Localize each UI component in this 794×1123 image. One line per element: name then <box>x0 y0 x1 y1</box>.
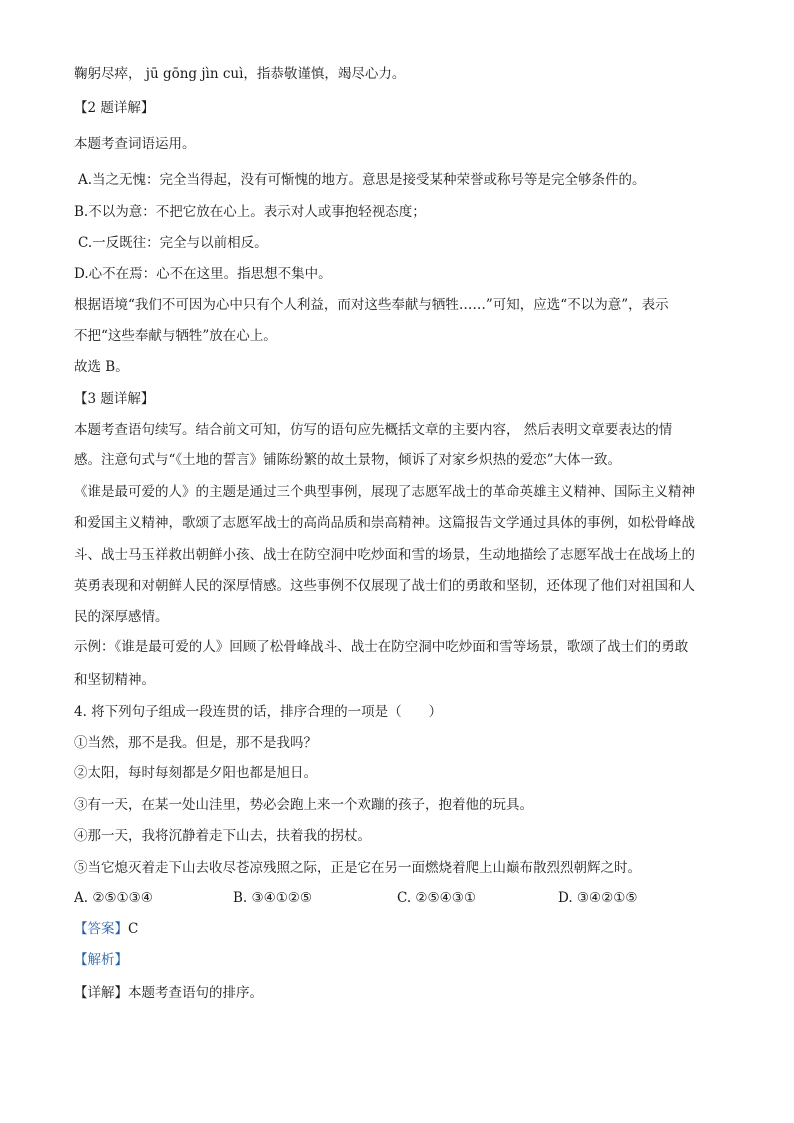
section-heading: 【2 题详解】 <box>74 100 155 116</box>
sentence-item: ①当然，那不是我。但是，那不是我吗？ <box>74 735 317 751</box>
option-d: D. ③④②①⑤ <box>558 890 638 906</box>
sentence-item: ③有一天，在某一处山洼里，势必会跑上来一个欢蹦的孩子，抱着他的玩具。 <box>74 797 533 813</box>
detail-text: 本题考查语句的排序。 <box>128 985 263 1001</box>
text-line: 本题考查语句续写。结合前文可知，仿写的语句应先概括文章的主要内容， 然后表明文章要表达的情 <box>74 422 673 438</box>
question-stem: 4. 将下列句子组成一段连贯的话，排序合理的一项是（ ） <box>74 704 443 720</box>
option-b: B. ③④①②⑤ <box>233 890 313 906</box>
option-c: C. ②⑤④③① <box>397 890 476 906</box>
text-line: 本题考查词语运用。 <box>74 136 196 152</box>
text-line: 民的深厚感情。 <box>74 609 169 625</box>
text-line: 斗、战士马玉祥救出朝鲜小孩、战士在防空洞中吃炒面和雪的场景，生动地描绘了志愿军战士在战场上的 <box>74 547 695 563</box>
answer-line <box>74 919 724 939</box>
text-line: 《谁是最可爱的人》的主题是通过三个典型事例，展现了志愿军战士的革命英雄主义精神、国际主义精神 <box>74 484 695 500</box>
section-heading: 【3 题详解】 <box>74 391 155 407</box>
text-line: 和坚韧精神。 <box>74 672 155 688</box>
detail-line <box>74 983 724 1003</box>
option-explanation: A.当之无愧：完全当得起，没有可惭愧的地方。意思是接受某种荣誉或称号等是完全够条件的。 <box>78 172 646 188</box>
text-line: 根据语境“我们不可因为心中只有个人利益，而对这些奉献与牺牲……”可知，应选“不以为意”，表示 <box>74 297 669 313</box>
text-line: 鞠躬尽瘁， jū gōng jìn cuì，指恭敬谨慎，竭尽心力。 <box>74 66 406 82</box>
text-line: 不把“这些奉献与牺牲”放在心上。 <box>74 328 277 344</box>
answer-value: C <box>128 921 139 937</box>
sentence-item: ④那一天，我将沉静着走下山去，扶着我的拐杖。 <box>74 828 371 844</box>
answer-label: 【答案】 <box>74 921 128 937</box>
option-explanation: C.一反既往：完全与以前相反。 <box>78 235 268 251</box>
option-explanation: D.心不在焉：心不在这里。指思想不集中。 <box>74 266 332 282</box>
sentence-item: ⑤当它熄灭着走下山去收尽苍凉残照之际，正是它在另一面燃烧着爬上山巅布散烈烈朝辉之时。 <box>74 860 641 876</box>
text-line: 示例：《谁是最可爱的人》回顾了松骨峰战斗、战士在防空洞中吃炒面和雪等场景，歌颂了战士们的勇敢 <box>74 639 689 655</box>
text-line: 英勇表现和对朝鲜人民的深厚情感。这些事例不仅展现了战士们的勇敢和坚韧，还体现了他们对祖国和人 <box>74 578 695 594</box>
option-a: A. ②⑤①③④ <box>74 890 153 906</box>
sentence-item: ②太阳，每时每刻都是夕阳也都是旭日。 <box>74 765 317 781</box>
text-line: 感。注意句式与“《土地的誓言》铺陈纷繁的故土景物，倾诉了对家乡炽热的爱恋”大体一致。 <box>74 452 622 468</box>
text-line: 和爱国主义精神，歌颂了志愿军战士的高尚品质和崇高精神。这篇报告文学通过具体的事例，如松骨峰战 <box>74 515 695 531</box>
detail-label: 【详解】 <box>74 985 128 1001</box>
option-explanation: B.不以为意：不把它放在心上。表示对人或事抱轻视态度； <box>74 204 426 220</box>
text-line: 故选 B。 <box>74 359 129 375</box>
analysis-label: 【解析】 <box>74 952 128 968</box>
